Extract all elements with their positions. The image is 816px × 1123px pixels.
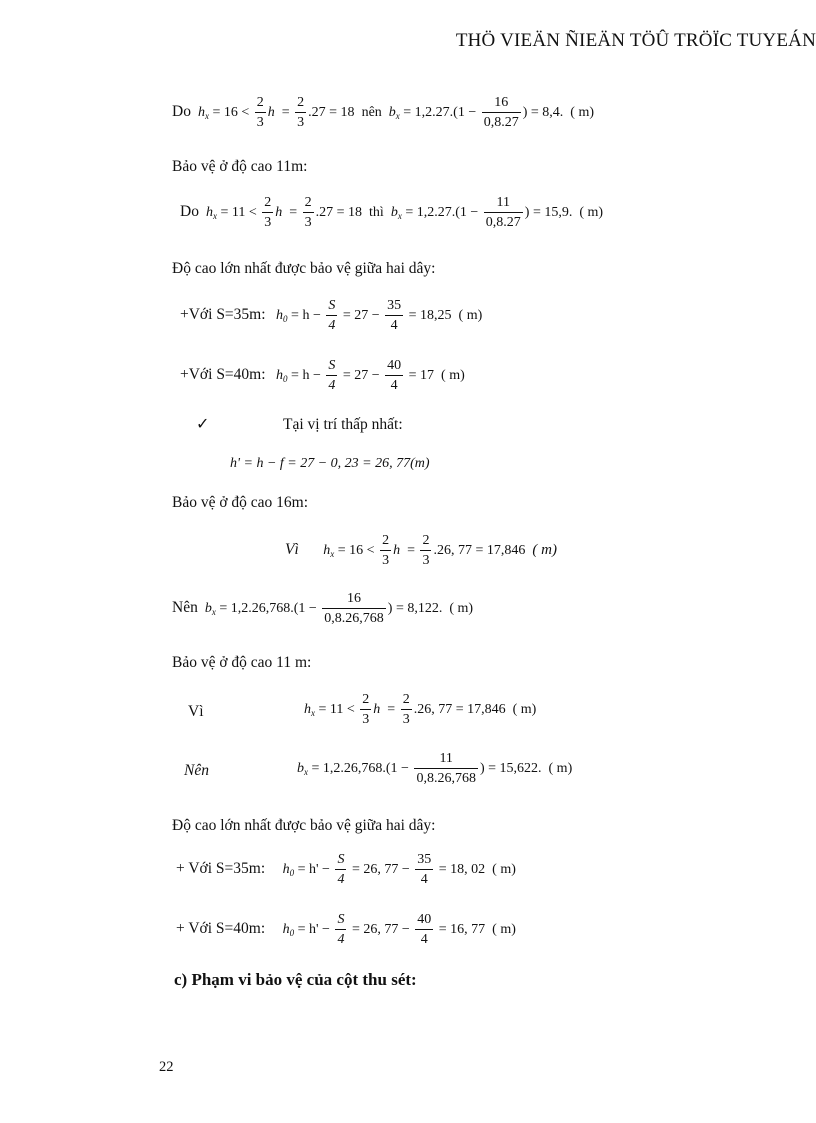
- text-line: Độ cao lớn nhất được bảo vệ giữa hai dây:: [172, 817, 436, 834]
- fraction: $\frac{40}{4}$: [387, 358, 402, 393]
- text-line: Bảo vệ ở độ cao 11 m:: [172, 654, 312, 671]
- eq-line-8: h' = h − f = 27 − 0, 23 = 26, 77(m): [230, 456, 430, 471]
- word-do: Do: [172, 103, 191, 121]
- text-line: Bảo vệ ở độ cao 16m:: [172, 494, 309, 511]
- fraction: $\frac{S}{4}$: [337, 912, 345, 947]
- fraction: $\frac{2}{3}$: [304, 195, 312, 230]
- fraction: $\frac{S}{4}$: [328, 298, 336, 333]
- word-nen: Nên: [184, 762, 209, 779]
- text-line: Bảo vệ ở độ cao 11m:: [172, 158, 308, 175]
- fraction: $\frac{11}{0,8.27}$: [485, 195, 521, 230]
- fraction: $\frac{11}{0,8.26,768}$: [416, 751, 476, 786]
- fraction: $\frac{2}{3}$: [297, 95, 305, 130]
- fraction: $\frac{40}{4}$: [417, 912, 432, 947]
- eq-line-17: + Với S=40m: $h_0 = h'$ − $\frac{S}{4}$ = 26, 77 − $\frac{40}{4}$ = 16, 77 ( m): [176, 912, 516, 947]
- text-line: Độ cao lớn nhất được bảo vệ giữa hai dây:: [172, 260, 436, 277]
- eq-line-16: + Với S=35m: $h_0 = h'$ − $\frac{S}{4}$ = 26, 77 − $\frac{35}{4}$ = 18, 02 ( m): [176, 852, 516, 887]
- fraction: $\frac{S}{4}$: [328, 358, 336, 393]
- fraction: $\frac{35}{4}$: [387, 298, 402, 333]
- running-header: THÖ VIEÄN ÑIEÄN TÖÛ TRÖÏC TUYEÁN: [455, 30, 816, 51]
- fraction: $\frac{35}{4}$: [417, 852, 432, 887]
- page-number: 22: [159, 1059, 174, 1075]
- eq-line-10: Vì $h_x = 16$ < $\frac{2}{3}$ h = $\frac{2}{3}$ .26, 77 = 17,846 ( m): [285, 533, 557, 568]
- eq-line-5: +Với S=35m: $h_0 = h$ − $\frac{S}{4}$ = 27 − $\frac{35}{4}$ = 18,25 ( m): [180, 298, 483, 333]
- fraction: $\frac{16}{0,8.27}$: [483, 95, 519, 130]
- eq-line-3: Do $h_x = 11$ < $\frac{2}{3}$ h = $\frac{2}{3}$ .27 = 18 thì $b_x = 1,2.27.(1$ − $\frac{11}{0,8.27}$ ) = 15,9. ( m): [180, 195, 604, 230]
- fraction: $\frac{S}{4}$: [337, 852, 345, 887]
- eq-line-14: $b_x = 1,2.26,768.(1$ − $\frac{11}{0,8.26,768}$ ) = 15,622. ( m): [297, 751, 573, 786]
- word-vi: Vì: [188, 703, 204, 720]
- fraction: $\frac{2}{3}$: [382, 533, 390, 568]
- fraction: $\frac{2}{3}$: [402, 692, 410, 727]
- fraction: $\frac{2}{3}$: [256, 95, 264, 130]
- check-icon: ✓: [196, 414, 210, 433]
- fraction: $\frac{2}{3}$: [422, 533, 430, 568]
- fraction: $\frac{2}{3}$: [264, 195, 272, 230]
- eq-line-6: +Với S=40m: $h_0 = h$ − $\frac{S}{4}$ = 27 − $\frac{40}{4}$ = 17 ( m): [180, 358, 465, 393]
- fraction: $\frac{16}{0,8.26,768}$: [324, 591, 384, 626]
- eq-line-1: Do $h_x = 16$ < $\frac{2}{3}$ h = $\frac{2}{3}$ .27 = 18 nên $b_x = 1,2.27.(1$ − $\frac{16}{0,8.27}$ ) = 8,4. ( m): [172, 95, 595, 130]
- text-line: Tại vị trí thấp nhất:: [283, 416, 403, 433]
- eq-line-11: Nên $b_x = 1,2.26,768.(1$ − $\frac{16}{0,8.26,768}$ ) = 8,122. ( m): [172, 591, 474, 626]
- fraction: $\frac{2}{3}$: [362, 692, 370, 727]
- section-heading: c) Phạm vi bảo vệ của cột thu sét:: [174, 970, 417, 989]
- eq-line-13: $h_x = 11$ < $\frac{2}{3}$ h = $\frac{2}{3}$ .26, 77 = 17,846 ( m): [304, 692, 537, 727]
